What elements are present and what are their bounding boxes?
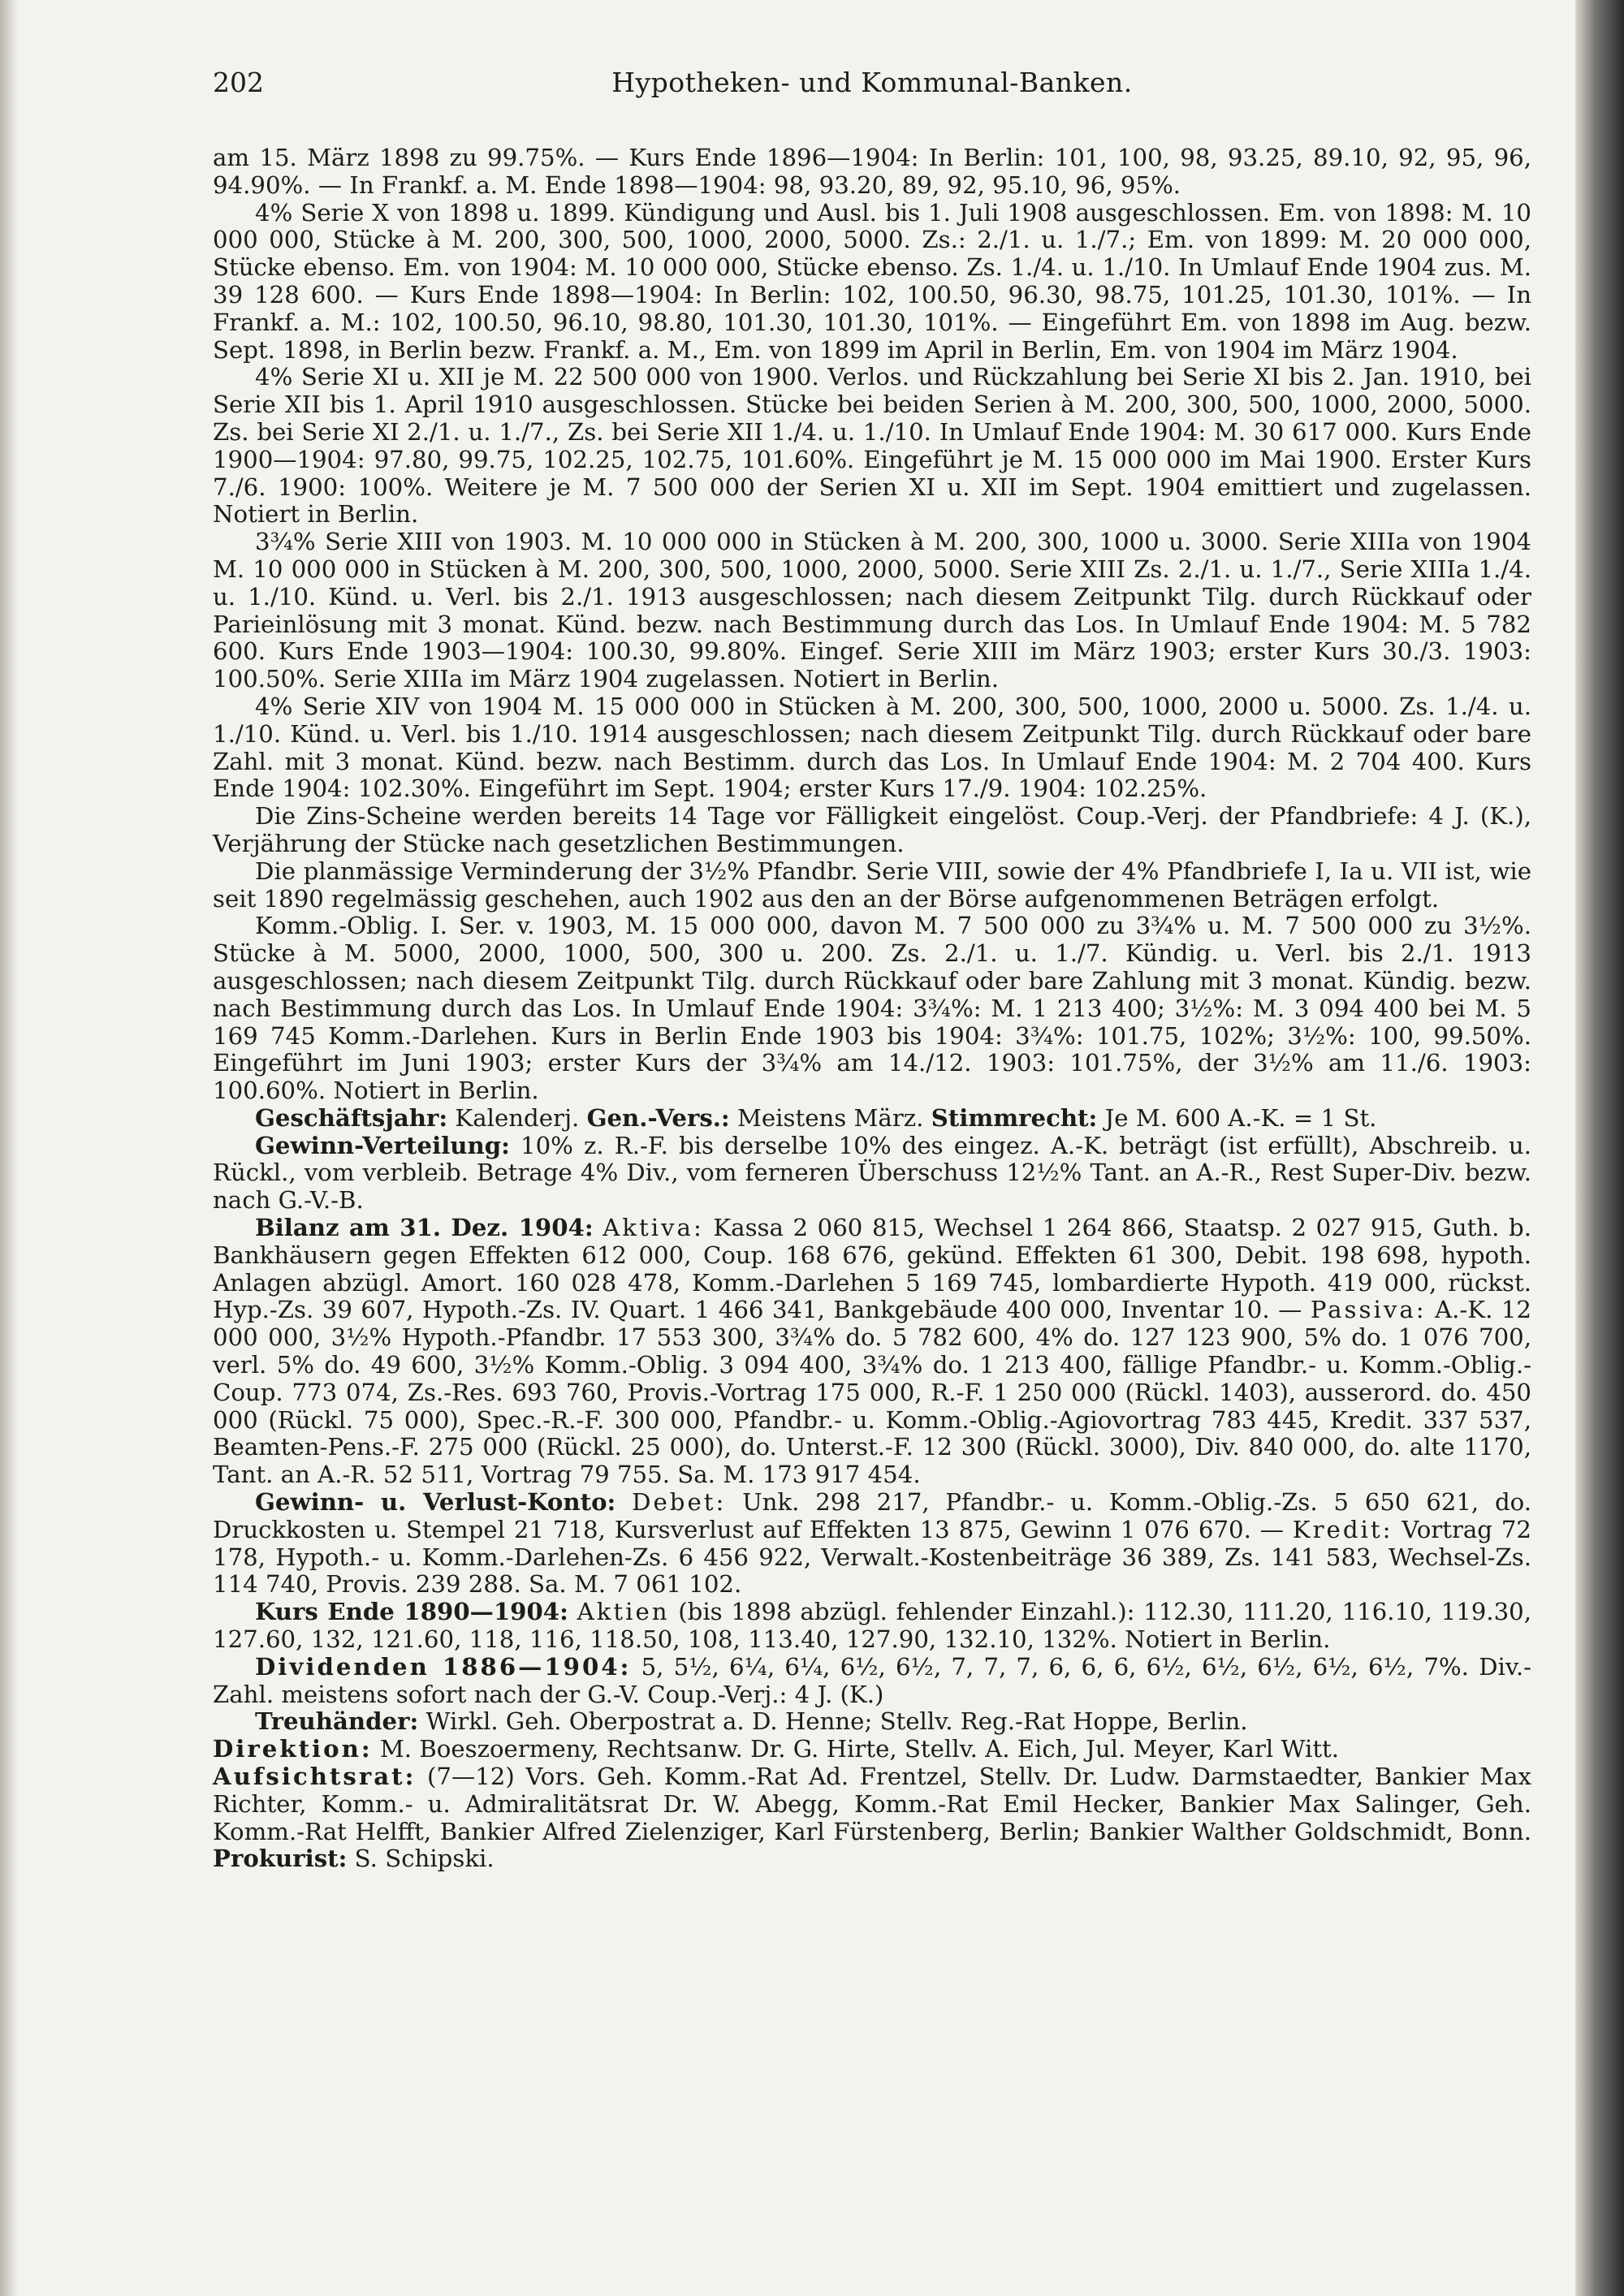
passiva-label: Passiva: — [1310, 1296, 1427, 1324]
running-head — [213, 67, 1531, 107]
section-aufsichtsrat — [213, 1763, 1531, 1873]
aktien-label: Aktien — [577, 1598, 670, 1626]
section-text: Meistens März. — [729, 1103, 931, 1132]
section-text: 10% z. R.-F. bis derselbe 10% des eingez. A.-K. beträgt (ist erfüllt), Abschreib. u. Rückl., vom verbleib. Betrage 4% Div., vom ferneren Überschuss 12½% Tant. an A.-R., Rest Super-Div. bezw. nach G.-V.-B. — [213, 1131, 1531, 1215]
section-geschaeftsjahr — [213, 1105, 1531, 1133]
section-label: Direktion: — [213, 1735, 373, 1763]
passiva-text: A.-K. 12 000 000, 3½% Hypoth.-Pfandbr. 17 553 300, 3¾% do. 5 782 600, 4% do. 127 123 900, 5% do. 1 076 700, verl. 5% do. 49 600, 3½% Komm.-Oblig. 3 094 400, 3¾% do. 1 213 400, fällige Pfandbr.- u. Komm.-Oblig.-Coup. 773 074, Zs.-Res. 693 760, Provis.-Vortrag 175 000, R.-F. 1 250 000 (Rückl. 1403), ausserord. do. 450 000 (Rückl. 75 000), Spec.-R.-F. 300 000, Pfandbr.- u. Komm.-Oblig.-Agiovortrag 783 445, Kredit. 337 537, Beamten-Pens.-F. 275 000 (Rückl. 25 000), do. Unterst.-F. 12 300 (Rückl. 3000), Div. 840 000, do. alte 1170, Tant. an A.-R. 52 511, Vortrag 79 755. Sa. M. 173 917 454. — [213, 1296, 1531, 1489]
section-label: Kurs Ende 1890—1904: — [255, 1598, 568, 1626]
section-label: Bilanz am 31. Dez. 1904: — [255, 1214, 594, 1242]
section-label: Gewinn- u. Verlust-Konto: — [255, 1488, 616, 1517]
kredit-text: Vortrag 72 178, Hypoth.- u. Komm.-Darlehen-Zs. 6 456 922, Verwalt.-Kostenbeiträge 36 389, Zs. 141 583, Wechsel-Zs. 114 740, Provis. 239 288. Sa. M. 7 061 102. — [213, 1515, 1531, 1599]
paragraph: am 15. März 1898 zu 99.75%. — Kurs Ende 1896—1904: In Berlin: 101, 100, 98, 93.25, 89.10, 92, 95, 96, 94.90%. — In Frankf. a. M. Ende 1898—1904: 98, 93.20, 89, 92, 95.10, 96, 95%. — [213, 144, 1531, 199]
section-label: Gewinn-Verteilung: — [255, 1131, 510, 1159]
section-dividenden — [213, 1654, 1531, 1709]
section-label: Gen.-Vers.: — [586, 1103, 730, 1132]
section-label: Geschäftsjahr: — [255, 1103, 448, 1132]
section-text: M. Boeszoermeny, Rechtsanw. Dr. G. Hirte, Stellv. A. Eich, Jul. Meyer, Karl Witt. — [372, 1735, 1340, 1763]
paragraph: 3¾% Serie XIII von 1903. M. 10 000 000 in Stücken à M. 200, 300, 1000 u. 3000. Serie XIIIa von 1904 M. 10 000 000 in Stücken à M. 200, 300, 500, 1000, 2000, 5000. Serie XIII Zs. 2./1. u. 1./7., Serie XIIIa 1./4. u. 1./10. Künd. u. Verl. bis 2./1. 1913 ausgeschlossen; nach diesem Zeitpunkt Tilg. durch Rückkauf oder Parieinlösung mit 3 monat. Künd. bezw. nach Bestimmung durch das Los. In Umlauf Ende 1904: M. 5 782 600. Kurs Ende 1903—1904: 100.30, 99.80%. Eingef. Serie XIII im März 1903; erster Kurs 30./3. 1903: 100.50%. Serie XIIIa im März 1904 zugelassen. Notiert in Berlin. — [213, 528, 1531, 693]
paragraph: 4% Serie XI u. XII je M. 22 500 000 von 1900. Verlos. und Rückzahlung bei Serie XI bis 2. Jan. 1910, bei Serie XII bis 1. April 1910 ausgeschlossen. Stücke bei beiden Serien à M. 200, 300, 500, 1000, 2000, 5000. Zs. bei Serie XI 2./1. u. 1./7., Zs. bei Serie XII 1./4. u. 1./10. In Umlauf Ende 1904: M. 30 617 000. Kurs Ende 1900—1904: 97.80, 99.75, 102.25, 102.75, 101.60%. Eingeführt je M. 15 000 000 im Mai 1900. Erster Kurs 7./6. 1900: 100%. Weitere je M. 7 500 000 der Serien XI u. XII im Sept. 1904 emittiert und zugelassen. Notiert in Berlin. — [213, 363, 1531, 529]
section-label: Dividenden 1886—1904: — [255, 1652, 632, 1681]
prokurist-label: Prokurist: — [213, 1845, 348, 1873]
section-text: Kalenderj. — [447, 1103, 587, 1132]
paragraph: 4% Serie X von 1898 u. 1899. Kündigung und Ausl. bis 1. Juli 1908 ausgeschlossen. Em. von 1898: M. 10 000 000, Stücke à M. 200, 300, 500, 1000, 2000, 5000. Zs.: 2./1. u. 1./7.; Em. von 1899: M. 20 000 000, Stücke ebenso. Em. von 1904: M. 10 000 000, Stücke ebenso. Zs. 1./4. u. 1./10. In Umlauf Ende 1904 zus. M. 39 128 600. — Kurs Ende 1898—1904: In Berlin: 102, 100.50, 96.30, 98.75, 101.25, 101.30, 101%. — In Frankf. a. M.: 102, 100.50, 96.10, 98.80, 101.30, 101.30, 101%. — Eingeführt Em. von 1898 im Aug. bezw. Sept. 1898, in Berlin bezw. Frankf. a. M., Em. von 1899 im April in Berlin, Em. von 1904 im März 1904. — [213, 198, 1531, 364]
debet-label: Debet: — [632, 1488, 727, 1517]
aktien-text: (bis 1898 abzügl. fehlender Einzahl.): 112.30, 111.20, 116.10, 119.30, 127.60, 132, 121.60, 118, 116, 118.50, 108, 113.40, 127.90, 132.10, 132%. Notiert in Berlin. — [213, 1598, 1531, 1654]
section-treuhaender — [213, 1708, 1531, 1736]
section-label: Aufsichtsrat: — [213, 1763, 417, 1791]
section-gewinn-verlust — [213, 1489, 1531, 1599]
section-label: Treuhänder: — [255, 1707, 419, 1736]
page-title: Hypotheken- und Kommunal-Banken. — [611, 67, 1133, 98]
aktiva-label: Aktiva: — [603, 1214, 704, 1242]
section-label: Stimmrecht: — [931, 1103, 1098, 1132]
aktiva-text: Kassa 2 060 815, Wechsel 1 264 866, Staatsp. 2 027 915, Guth. b. Bankhäusern gegen Effekten 612 000, Coup. 168 676, gekünd. Effekten 61 300, Debit. 198 698, hypoth. Anlagen abzügl. Amort. 160 028 478, Komm.-Darlehen 5 169 745, lombardierte Hypoth. 419 000, rückst. Hyp.-Zs. 39 607, Hypoth.-Zs. IV. Quart. 1 466 341, Bankgebäude 400 000, Inventar 10. — — [213, 1214, 1531, 1324]
paragraph: Komm.-Oblig. I. Ser. v. 1903, M. 15 000 000, davon M. 7 500 000 zu 3¾% u. M. 7 500 000 zu 3½%. Stücke à M. 5000, 2000, 1000, 500, 300 u. 200. Zs. 2./1. u. 1./7. Kündig. u. Verl. bis 2./1. 1913 ausgeschlossen; nach diesem Zeitpunkt Tilg. durch Rückkauf oder bare Zahlung mit 3 monat. Kündig. bezw. nach Bestimmung durch das Los. In Umlauf Ende 1904: 3¾%: M. 1 213 400; 3½%: M. 3 094 400 bei M. 5 169 745 Komm.-Darlehen. Kurs in Berlin Ende 1903 bis 1904: 3¾%: 101.75, 102%; 3½%: 100, 99.50%. Eingeführt im Juni 1903; erster Kurs der 3¾% am 14./12. 1903: 101.75%, der 3½% am 11./6. 1903: 100.60%. Notiert in Berlin. — [213, 912, 1531, 1105]
section-kurs — [213, 1599, 1531, 1654]
section-gewinn-verteilung — [213, 1133, 1531, 1215]
body-text — [213, 145, 1531, 1873]
paragraph: Die Zins-Scheine werden bereits 14 Tage vor Fälligkeit eingelöst. Coup.-Verj. der Pfandbriefe: 4 J. (K.), Verjährung der Stücke nach gesetzlichen Bestimmungen. — [213, 802, 1531, 857]
section-text: Je M. 600 A.-K. = 1 St. — [1097, 1103, 1377, 1132]
paragraph: 4% Serie XIV von 1904 M. 15 000 000 in Stücken à M. 200, 300, 500, 1000, 2000 u. 5000. Zs. 1./4. u. 1./10. Künd. u. Verl. bis 1./10. 1914 ausgeschlossen; nach diesem Zeitpunkt Tilg. durch Rückkauf oder bare Zahl. mit 3 monat. Künd. bezw. nach Bestimm. durch das Los. In Umlauf Ende 1904: M. 2 704 400. Kurs Ende 1904: 102.30%. Eingeführt im Sept. 1904; erster Kurs 17./9. 1904: 102.25%. — [213, 692, 1531, 803]
prokurist-text: S. Schipski. — [347, 1845, 495, 1873]
scan-binding-edge — [1575, 0, 1624, 2296]
kredit-label: Kredit: — [1292, 1515, 1393, 1543]
section-text: Wirkl. Geh. Oberpostrat a. D. Henne; Stellv. Reg.-Rat Hoppe, Berlin. — [418, 1707, 1248, 1736]
scan-shadow-left — [0, 0, 18, 2296]
section-direktion — [213, 1736, 1531, 1763]
section-text: 5, 5½, 6¼, 6¼, 6½, 6½, 7, 7, 7, 6, 6, 6, 6½, 6½, 6½, 6½, 6½, 7%. Div.-Zahl. meistens sofort nach der G.-V. Coup.-Verj.: 4 J. (K.) — [213, 1652, 1532, 1708]
section-bilanz — [213, 1215, 1531, 1489]
section-text: (7—12) Vors. Geh. Komm.-Rat Ad. Frentzel, Stellv. Dr. Ludw. Darmstaedter, Bankier Max Richter, Komm.- u. Admiralitätsrat Dr. W. Abegg, Komm.-Rat Emil Hecker, Bankier Max Salinger, Geh. Komm.-Rat Helfft, Bankier Alfred Zielenziger, Karl Fürstenberg, Berlin; Bankier Walther Goldschmidt, Bonn. — [213, 1763, 1531, 1845]
page-number: 202 — [213, 67, 264, 98]
debet-text: Unk. 298 217, Pfandbr.- u. Komm.-Oblig.-Zs. 5 650 621, do. Druckkosten u. Stempel 21 718, Kursverlust auf Effekten 13 875, Gewinn 1 076 670. — — [213, 1488, 1531, 1543]
paragraph: Die planmässige Verminderung der 3½% Pfandbr. Serie VIII, sowie der 4% Pfandbriefe I, Ia u. VII ist, wie seit 1890 regelmässig geschehen, auch 1902 aus den an der Börse aufgenommenen Beträgen erfolgt. — [213, 857, 1531, 913]
